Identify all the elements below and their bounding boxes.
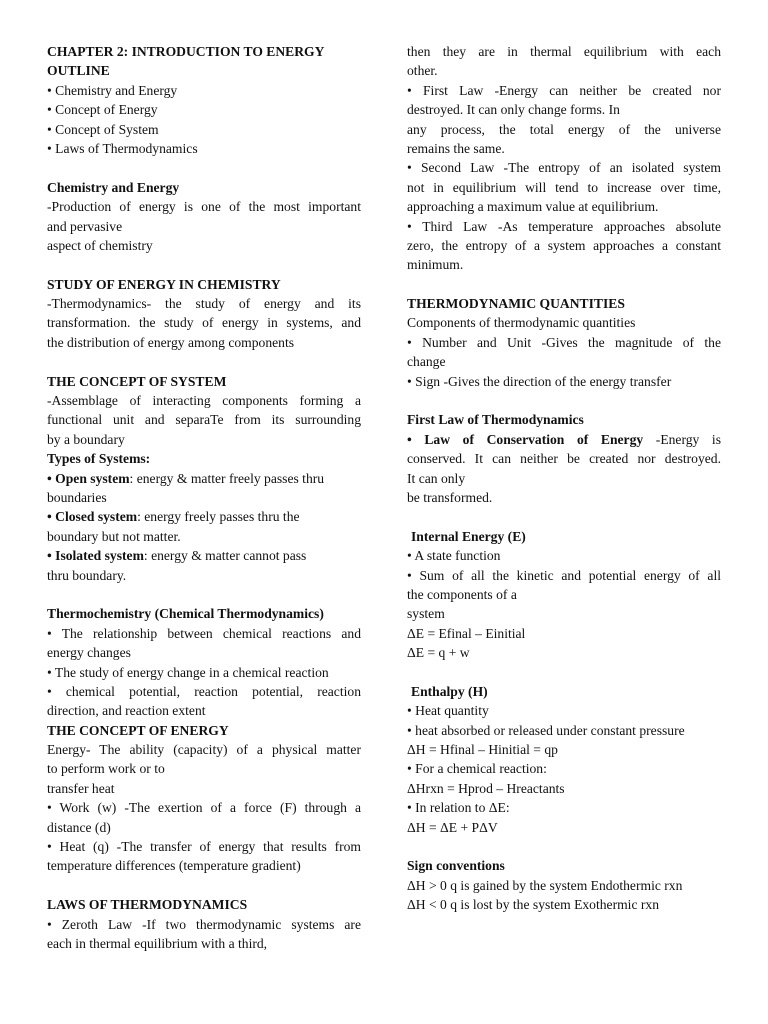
text-line: Components of thermodynamic quantities [407,315,636,331]
text-line: system [407,606,445,622]
text-line: distance (d) [47,819,111,835]
text-line: • Work (w) -The exertion of a force (F) through a [47,800,361,816]
equation-line: ΔH = Hfinal – Hinitial = qp [407,742,558,758]
text-line: change [407,354,446,370]
text-line: destroyed. It can only change forms. In [407,102,620,118]
text-line: ΔH > 0 q is gained by the system Endothermic rxn [407,877,683,893]
closed-system-line [47,507,361,526]
isolated-system-term: • Isolated system [47,548,144,564]
types-of-systems-heading: Types of Systems: [47,451,151,467]
section-heading-study-energy: STUDY OF ENERGY IN CHEMISTRY [47,276,281,292]
text-line: • Second Law -The entropy of an isolated system [407,160,721,176]
equation-line: ΔE = Efinal – Einitial [407,625,526,641]
conservation-term: • Law of Conservation of Energy [407,431,644,447]
text-line: • The study of energy change in a chemical reaction [47,664,329,680]
section-heading-concept-system: THE CONCEPT OF SYSTEM [47,373,227,389]
conservation-line [407,430,721,449]
text-line: boundary but not matter. [47,528,181,544]
text-line: boundaries [47,489,107,505]
text-line: -Assemblage of interacting components forming a [47,393,361,409]
closed-system-desc: : energy freely passes thru the [137,509,300,525]
text-line: • heat absorbed or released under constant pressure [407,722,685,738]
text-line: It can only [407,470,466,486]
outline-heading: OUTLINE [47,63,110,79]
text-line: any process, the total energy of the universe [407,121,721,137]
section-heading-enthalpy: Enthalpy (H) [411,683,488,699]
text-line: ΔH < 0 q is lost by the system Exothermic rxn [407,897,660,913]
text-line: • The relationship between chemical reactions and [47,625,361,641]
text-line: • A state function [407,548,501,564]
equation-line: ΔE = q + w [407,645,470,661]
text-line: thru boundary. [47,567,127,583]
section-heading-sign-conventions: Sign conventions [407,858,505,874]
open-system-line [47,469,361,488]
outline-item: • Concept of Energy [47,102,158,118]
text-line: energy changes [47,645,131,661]
text-line: functional unit and separaTe from its surrounding [47,412,361,428]
text-line: • Heat (q) -The transfer of energy that results from [47,839,361,855]
text-line: to perform work or to [47,761,165,777]
section-heading-first-law: First Law of Thermodynamics [407,412,584,428]
text-line: -Thermodynamics- the study of energy and its [47,296,361,312]
text-line: aspect of chemistry [47,237,153,253]
text-line: each in thermal equilibrium with a third, [47,935,268,951]
text-line: transformation. the study of energy in systems, and [47,315,361,331]
open-system-desc: : energy & matter freely passes thru [129,470,325,486]
section-heading-laws: LAWS OF THERMODYNAMICS [47,897,248,913]
isolated-system-line [47,546,361,565]
text-line: conserved. It can neither be created nor destroyed. [407,451,721,467]
text-line: • Sum of all the kinetic and potential energy of all [407,567,721,583]
text-line: not in equilibrium will tend to increase over time, [407,179,721,195]
text-line: • Heat quantity [407,703,489,719]
text-line: and pervasive [47,218,123,234]
chapter-title: CHAPTER 2: INTRODUCTION TO ENERGY [47,44,325,59]
outline-item: • Concept of System [47,121,159,137]
text-line: direction, and reaction extent [47,703,206,719]
text-line: • Number and Unit -Gives the magnitude of the [407,334,721,350]
section-heading-quantities: THERMODYNAMIC QUANTITIES [407,296,625,312]
text-line: • For a chemical reaction: [407,761,547,777]
text-line: • First Law -Energy can neither be created nor [407,82,721,98]
text-line: • Sign -Gives the direction of the energy transfer [407,373,672,389]
left-column [47,42,361,953]
text-line: the components of a [407,586,517,602]
text-line: approaching a maximum value at equilibrium. [407,199,659,215]
conservation-desc: -Energy is [643,431,721,447]
text-line: zero, the entropy of a system approaches a constant [407,237,721,253]
equation-line: ΔH = ΔE + PΔV [407,819,498,835]
text-line: • Third Law -As temperature approaches absolute [407,218,721,234]
text-line: then they are in thermal equilibrium with each [407,44,721,59]
text-line: be transformed. [407,489,493,505]
text-line: other. [407,63,438,79]
section-heading-internal-energy: Internal Energy (E) [411,528,526,544]
closed-system-term: • Closed system [47,509,138,525]
isolated-system-desc: : energy & matter cannot pass [143,548,307,564]
section-heading-concept-energy: THE CONCEPT OF ENERGY [47,722,229,738]
text-line: the distribution of energy among components [47,334,295,350]
outline-item: • Chemistry and Energy [47,82,178,98]
text-line: transfer heat [47,780,115,796]
section-heading-thermochemistry: Thermochemistry (Chemical Thermodynamics) [47,606,324,622]
equation-line: ΔHrxn = Hprod – Hreactants [407,780,565,796]
text-line: Energy- The ability (capacity) of a physical matter [47,742,361,758]
text-line: • In relation to ΔE: [407,800,510,816]
text-line: by a boundary [47,431,125,447]
text-line: • chemical potential, reaction potential, reaction [47,683,361,699]
text-line: temperature differences (temperature gradient) [47,858,301,874]
section-heading-chemistry-energy: Chemistry and Energy [47,179,180,195]
text-line: • Zeroth Law -If two thermodynamic systems are [47,916,361,932]
text-line: minimum. [407,257,464,273]
text-line: -Production of energy is one of the most important [47,199,361,215]
open-system-term: • Open system [47,470,130,486]
text-line: remains the same. [407,140,505,156]
right-column [407,42,721,915]
outline-item: • Laws of Thermodynamics [47,140,198,156]
